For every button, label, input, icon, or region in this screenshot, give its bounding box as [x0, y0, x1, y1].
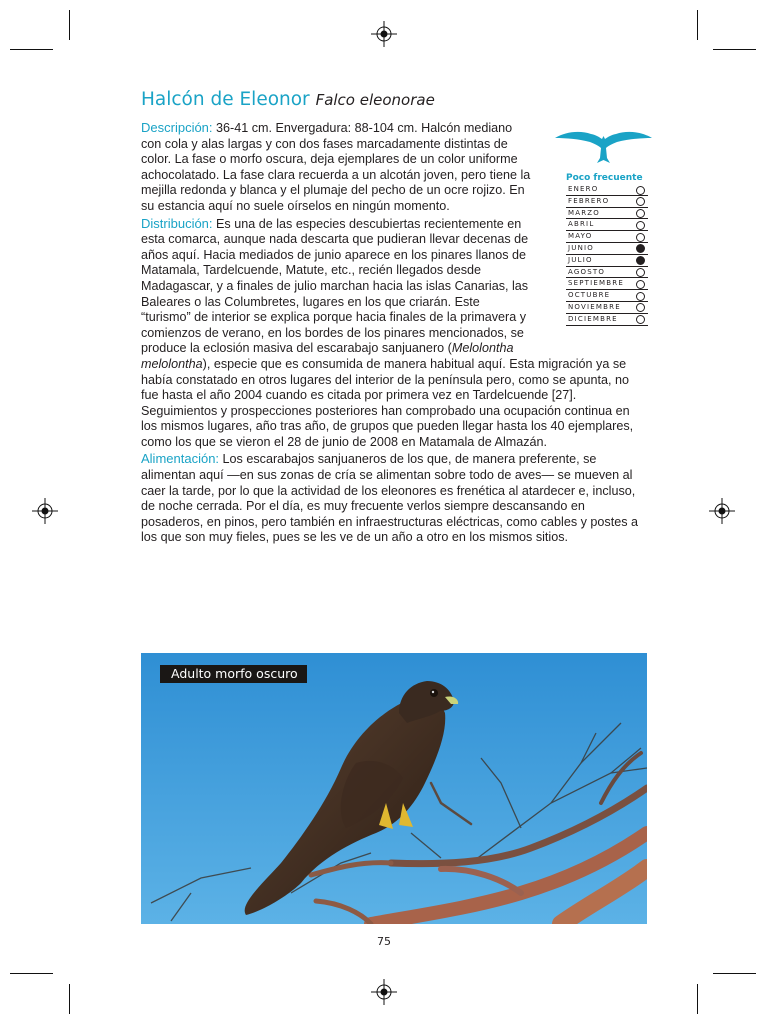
distribution-text: Es una de las especies descubiertas recientemente en esta comarca, aunque nada descarta que pudieran llevar decenas de años aquí. Hacia mediados de junio aparece en los pinares llanos de Matamala, Tardelcuende, Matute, etc., recién llegados desde Madagascar, y a finales de julio marchan hacia las islas Canarias, las Baleares o las Columbretes, lugares en los que criarán. Este “turismo” de interior se explica porque hacia finales de la primavera y comienzos de verano, en los bordes de los pinares mencionados, se produce la eclosión masiva del escarabajo sanjuanero ( — [141, 216, 529, 356]
month-name: AGOSTO — [568, 267, 606, 276]
registration-mark-icon — [32, 498, 58, 524]
presence-dot — [636, 244, 645, 253]
crop-mark-icon — [10, 973, 53, 974]
month-row — [566, 196, 648, 208]
month-row — [566, 314, 648, 326]
crop-mark-icon — [697, 984, 698, 1014]
month-row — [566, 278, 648, 290]
description-text: 36-41 cm. Envergadura: 88-104 cm. Halcón mediano con cola y alas largas y con dos fases marcadamente distintas de color. La fase o morfo oscura, deja ejemplares de un color uniforme achocolatado. La fase clara recuerda a un alcotán joven, pero tiene la mejilla redonda y blanca y el plumaje del pecho de un ocre rojizo. En su estancia aquí no suele oírselos en ningún momento. — [141, 121, 531, 213]
scientific-name-inline: Melolontha melolontha — [141, 341, 514, 371]
registration-mark-icon — [371, 21, 397, 47]
presence-dot — [636, 186, 645, 195]
presence-dot — [636, 292, 645, 301]
presence-dot — [636, 280, 645, 289]
photo-caption: Adulto morfo oscuro — [160, 665, 307, 683]
month-name: NOVIEMBRE — [568, 302, 621, 311]
presence-dot — [636, 209, 645, 218]
month-name: ABRIL — [568, 220, 595, 229]
month-name: JUNIO — [568, 243, 594, 252]
month-name: MARZO — [568, 208, 600, 217]
month-row — [566, 184, 648, 196]
presence-dot — [636, 221, 645, 230]
crop-mark-icon — [713, 973, 756, 974]
month-name: JULIO — [568, 255, 593, 264]
species-title — [141, 89, 435, 110]
phenology-title: Poco frecuente — [566, 173, 643, 183]
month-name: ENERO — [568, 185, 599, 193]
month-row — [566, 290, 648, 302]
feeding-paragraph — [141, 451, 649, 546]
month-row — [566, 231, 648, 243]
presence-dot — [636, 233, 645, 242]
registration-mark-icon — [371, 979, 397, 1005]
page-number: 75 — [377, 935, 391, 948]
month-name: DICIEMBRE — [568, 314, 618, 323]
registration-mark-icon — [709, 498, 735, 524]
presence-dot — [636, 303, 645, 312]
falcon-photo — [141, 653, 647, 924]
presence-dot — [636, 268, 645, 277]
crop-mark-icon — [69, 984, 70, 1014]
bird-silhouette-icon — [555, 127, 652, 163]
presence-dot — [636, 315, 645, 324]
month-row — [566, 302, 648, 314]
common-name: Halcón de Eleonor — [141, 89, 310, 110]
description-label: Descripción: — [141, 120, 213, 135]
crop-mark-icon — [69, 10, 70, 40]
month-row — [566, 267, 648, 279]
month-name: FEBRERO — [568, 196, 610, 205]
month-name: OCTUBRE — [568, 291, 611, 300]
phenology-table — [566, 173, 648, 326]
month-name: SEPTIEMBRE — [568, 279, 624, 288]
distribution-text-cont: ), especie que es consumida de manera habitual aquí. Esta migración ya se había constatado en otros lugares del interior de la península pero, como se apunta, no fue hasta el año 2004 cuando es citada por primera vez en Tardelcuende [27]. Seguimientos y prospecciones posteriores han comprobado una ocupación continua en los mismos lugares, año tras año, de grupos que pueden llegar hasta los 40 ejemplares, como los que se vieron el 28 de junio de 2008 en Matamala de Almazán. — [141, 356, 634, 449]
month-name: MAYO — [568, 232, 593, 241]
month-row — [566, 208, 648, 220]
phenology-months — [566, 184, 648, 326]
crop-mark-icon — [697, 10, 698, 40]
feeding-text: Los escarabajos sanjuaneros de los que, de manera preferente, se alimentan aquí —en sus zonas de cría se alimentan sobre todo de aves— se mueven al caer la tarde, por lo que la actividad de los eleonores es frenética al atardecer e, incluso, de noche cerrada. Por el día, es muy frecuente verlos siempre descansando en posaderos, en pinos, pero también en infraestructuras eléctricas, como cables y postes a los que son muy fieles, pues se les ve de un año a otro en los mismos sitios. — [141, 452, 639, 545]
month-row — [566, 255, 648, 267]
feeding-label: Alimentación: — [141, 451, 220, 467]
presence-dot — [636, 197, 645, 206]
distribution-label: Distribución: — [141, 215, 213, 231]
scientific-name: Falco eleonorae — [315, 91, 435, 109]
presence-dot — [636, 256, 645, 265]
crop-mark-icon — [713, 49, 756, 50]
month-row — [566, 243, 648, 255]
crop-mark-icon — [10, 49, 53, 50]
month-row — [566, 219, 648, 231]
